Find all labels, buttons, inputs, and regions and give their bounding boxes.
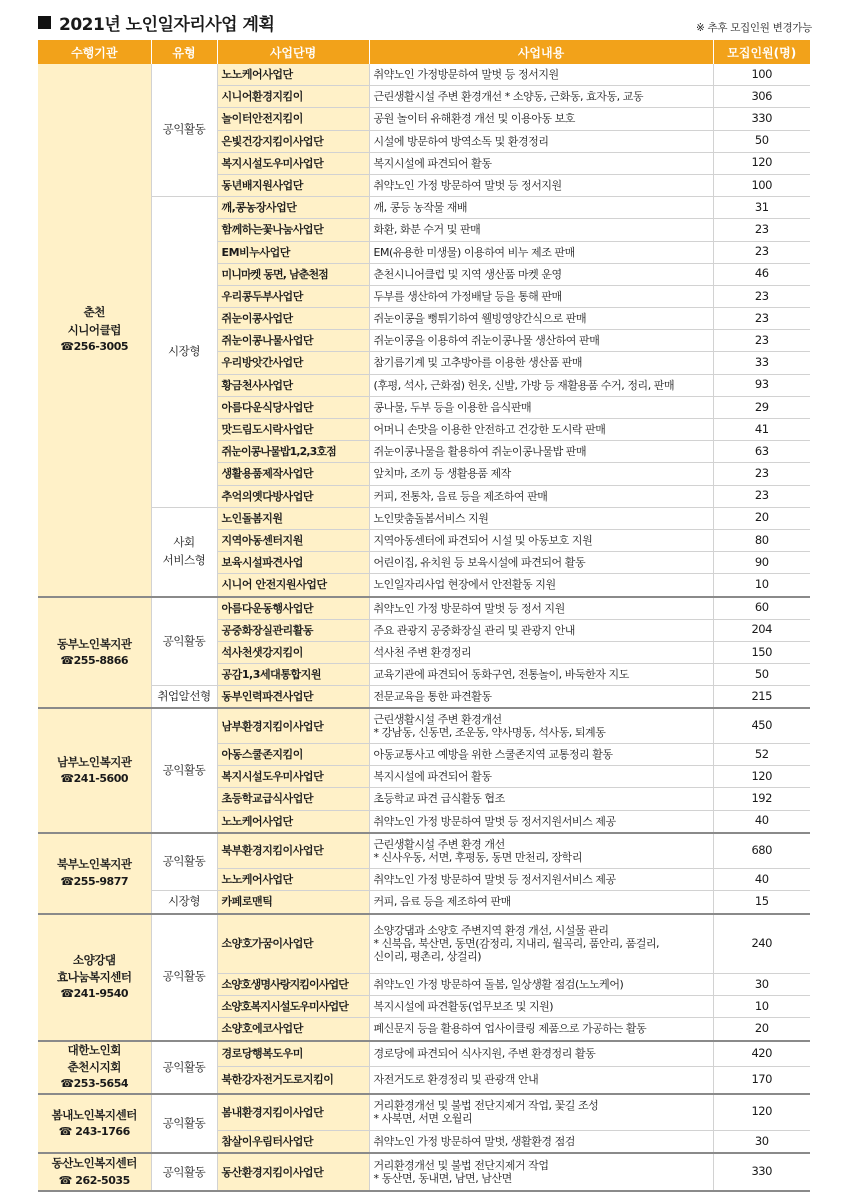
org-phone: ☎256-3005 [60, 339, 129, 353]
project-desc: 커피, 전통차, 음료 등을 제조하여 판매 [369, 485, 713, 507]
page-title [38, 10, 274, 35]
type-cell: 공익활동 [151, 914, 217, 1041]
recruit-count: 60 [713, 597, 810, 620]
recruit-count: 23 [713, 219, 810, 241]
note-text: ※ 추후 모집인원 변경가능 [695, 22, 812, 34]
org-cell [38, 64, 151, 597]
project-desc: 취약노인 가정 방문하여 말벗 등 정서지원 [369, 174, 713, 196]
recruit-count: 215 [713, 686, 810, 709]
project-desc: 커피, 음료 등을 제조하여 판매 [369, 891, 713, 914]
org-name: 동부노인복지관 [56, 636, 132, 651]
project-desc: 깨, 콩등 농작물 재배 [369, 197, 713, 219]
table-row [38, 708, 810, 743]
project-desc: 복지시설에 파견되어 활동 [369, 766, 713, 788]
project-name: 공중화장실관리활동 [217, 619, 369, 641]
recruit-count: 330 [713, 1153, 810, 1191]
project-name: 카페로맨틱 [217, 891, 369, 914]
recruit-count: 150 [713, 641, 810, 663]
org-phone: ☎ 262-5035 [58, 1173, 130, 1187]
org-phone: ☎241-9540 [60, 987, 129, 1001]
project-desc: 공원 놀이터 유해환경 개선 및 이용아동 보호 [369, 108, 713, 130]
project-desc: 자전거도로 환경정리 및 관광객 안내 [369, 1067, 713, 1094]
recruit-count: 23 [713, 241, 810, 263]
project-name: 시니어 안전지원사업단 [217, 574, 369, 597]
project-desc: 근린생활시설 주변 환경개선 * 강남동, 신동면, 조운동, 약사명동, 석사동, 퇴계동 [369, 708, 713, 743]
recruit-count: 20 [713, 1018, 810, 1041]
project-name: 은빛건강지킴이사업단 [217, 130, 369, 152]
col-header-name: 사업단명 [217, 40, 369, 64]
org-cell [38, 1094, 151, 1154]
recruit-count: 50 [713, 130, 810, 152]
project-name: 보육시설파견사업 [217, 552, 369, 574]
project-name: 맛드림도시락사업단 [217, 419, 369, 441]
recruit-count: 23 [713, 330, 810, 352]
project-name: 경로당행복도우미 [217, 1041, 369, 1067]
recruit-count: 240 [713, 914, 810, 974]
project-desc: 콩나물, 두부 등을 이용한 음식판매 [369, 396, 713, 418]
table-row [38, 686, 810, 709]
type-cell: 공익활동 [151, 1094, 217, 1154]
project-desc: 근린생활시설 주변 환경개선 * 소양동, 근화동, 효자동, 교동 [369, 86, 713, 108]
org-name: 봄내노인복지센터 [51, 1107, 137, 1122]
recruit-count: 41 [713, 419, 810, 441]
project-desc: 교육기관에 파견되어 동화구연, 전통놀이, 바둑한자 지도 [369, 664, 713, 686]
project-name: 참살이우림터사업단 [217, 1131, 369, 1154]
project-desc: 지역아동센터에 파견되어 시설 및 아동보호 지원 [369, 529, 713, 551]
project-desc: 취약노인 가정방문하여 말벗 등 정서지원 [369, 64, 713, 86]
recruit-count: 420 [713, 1041, 810, 1067]
project-desc: 취약노인 가정 방문하여 말벗, 생활환경 점검 [369, 1131, 713, 1154]
org-phone: ☎253-5654 [60, 1077, 129, 1091]
type-cell: 취업알선형 [151, 686, 217, 709]
project-desc: 노인일자리사업 현장에서 안전활동 지원 [369, 574, 713, 597]
project-desc: 노인맞춤돌봄서비스 지원 [369, 507, 713, 529]
org-phone: ☎255-9877 [60, 874, 129, 888]
project-name: 쥐눈이콩사업단 [217, 308, 369, 330]
project-desc: 쥐눈이콩을 뻥튀기하여 웰빙영양간식으로 판매 [369, 308, 713, 330]
col-header-org: 수행기관 [38, 40, 151, 64]
project-desc: 주요 관광지 공중화장실 관리 및 관광지 안내 [369, 619, 713, 641]
table-row [38, 197, 810, 219]
project-name: 석사천샛강지킴이 [217, 641, 369, 663]
table-row [38, 833, 810, 869]
project-name: 아름다운식당사업단 [217, 396, 369, 418]
recruit-count: 23 [713, 308, 810, 330]
project-name: 우리콩두부사업단 [217, 285, 369, 307]
project-desc: 경로당에 파견되어 식사지원, 주변 환경정리 활동 [369, 1041, 713, 1067]
project-desc: 두부를 생산하여 가정배달 등을 통해 판매 [369, 285, 713, 307]
project-name: 놀이터안전지킴이 [217, 108, 369, 130]
project-name: 노노케어사업단 [217, 869, 369, 891]
project-name: 공감1,3세대통합지원 [217, 664, 369, 686]
project-desc: 복지시설에 파견활동(업무보조 및 지원) [369, 996, 713, 1018]
recruit-count: 40 [713, 869, 810, 891]
recruit-count: 306 [713, 86, 810, 108]
recruit-count: 80 [713, 529, 810, 551]
table-row [38, 891, 810, 914]
project-desc: 취약노인 가정 방문하여 돌봄, 일상생활 점검(노노케어) [369, 974, 713, 996]
recruit-count: 23 [713, 463, 810, 485]
org-phone: ☎255-8866 [60, 653, 129, 667]
type-cell: 시장형 [151, 197, 217, 508]
project-desc: 시설에 방문하여 방역소독 및 환경정리 [369, 130, 713, 152]
table-body [38, 64, 810, 1191]
table-row [38, 597, 810, 620]
type-cell: 공익활동 [151, 833, 217, 891]
project-desc: (후평, 석사, 근화점) 헌옷, 신발, 가방 등 재활용품 수거, 정리, 판매 [369, 374, 713, 396]
table-row [38, 1094, 810, 1131]
recruit-count: 31 [713, 197, 810, 219]
project-desc: 취약노인 가정 방문하여 말벗 등 정서 지원 [369, 597, 713, 620]
org-cell [38, 1153, 151, 1191]
project-name: 남부환경지킴이사업단 [217, 708, 369, 743]
project-desc: 거리환경개선 및 불법 전단지제거 작업, 꽃길 조성 * 사북면, 서면 오월리 [369, 1094, 713, 1131]
project-desc: EM(유용한 미생물) 이용하여 비누 제조 판매 [369, 241, 713, 263]
org-phone: ☎ 243-1766 [58, 1124, 130, 1138]
project-desc: 전문교육을 통한 파견활동 [369, 686, 713, 709]
project-desc: 석사천 주변 환경정리 [369, 641, 713, 663]
project-name: 소양호복지시설도우미사업단 [217, 996, 369, 1018]
table-row [38, 64, 810, 86]
project-name: 깨,콩농장사업단 [217, 197, 369, 219]
project-name: 소양호생명사랑지킴이사업단 [217, 974, 369, 996]
project-name: 소양호에코사업단 [217, 1018, 369, 1041]
project-desc: 초등학교 파견 급식활동 협조 [369, 788, 713, 810]
recruit-count: 450 [713, 708, 810, 743]
type-cell: 공익활동 [151, 64, 217, 197]
table-row [38, 1153, 810, 1191]
project-desc: 쥐눈이콩을 이용하여 쥐눈이콩나물 생산하여 판매 [369, 330, 713, 352]
org-name: 춘천 시니어클럽 [67, 305, 121, 337]
recruit-count: 93 [713, 374, 810, 396]
org-cell [38, 597, 151, 709]
project-name: 봄내환경지킴이사업단 [217, 1094, 369, 1131]
col-header-count: 모집인원(명) [713, 40, 810, 64]
project-name: 쥐눈이콩나물밥1,2,3호점 [217, 441, 369, 463]
project-desc: 참기름기계 및 고추방아를 이용한 생산품 판매 [369, 352, 713, 374]
project-name: 동산환경지킴이사업단 [217, 1153, 369, 1191]
page-title-text: 2021년 노인일자리사업 계획 [59, 15, 275, 35]
org-name: 남부노인복지관 [56, 754, 132, 769]
recruit-count: 40 [713, 810, 810, 833]
project-name: 소양호가꿈이사업단 [217, 914, 369, 974]
project-name: 초등학교급식사업단 [217, 788, 369, 810]
recruit-count: 10 [713, 996, 810, 1018]
org-cell [38, 914, 151, 1041]
project-desc: 쥐눈이콩나물을 활용하여 쥐눈이콩나물밥 판매 [369, 441, 713, 463]
project-name: 북부환경지킴이사업단 [217, 833, 369, 869]
project-desc: 취약노인 가정 방문하여 말벗 등 정서지원서비스 제공 [369, 810, 713, 833]
type-cell: 사회 서비스형 [151, 507, 217, 596]
project-name: 쥐눈이콩나물사업단 [217, 330, 369, 352]
recruit-count: 330 [713, 108, 810, 130]
project-name: 아름다운동행사업단 [217, 597, 369, 620]
project-name: 노노케어사업단 [217, 810, 369, 833]
square-bullet-icon [38, 16, 51, 29]
project-name: 아동스쿨존지킴이 [217, 743, 369, 765]
project-desc: 복지시설에 파견되어 활동 [369, 152, 713, 174]
recruit-count: 100 [713, 174, 810, 196]
recruit-count: 50 [713, 664, 810, 686]
project-desc: 어린이집, 유치원 등 보육시설에 파견되어 활동 [369, 552, 713, 574]
project-desc: 춘천시니어클럽 및 지역 생산품 마켓 운영 [369, 263, 713, 285]
recruit-count: 90 [713, 552, 810, 574]
recruit-count: 680 [713, 833, 810, 869]
recruit-count: 192 [713, 788, 810, 810]
col-header-desc: 사업내용 [369, 40, 713, 64]
recruit-count: 120 [713, 152, 810, 174]
recruit-count: 204 [713, 619, 810, 641]
project-desc: 근린생활시설 주변 환경 개선 * 신사우동, 서면, 후평동, 동면 만천리, 장학리 [369, 833, 713, 869]
recruit-count: 23 [713, 485, 810, 507]
recruit-count: 52 [713, 743, 810, 765]
recruit-count: 20 [713, 507, 810, 529]
project-name: 복지시설도우미사업단 [217, 152, 369, 174]
org-name: 대한노인회 춘천시지회 [67, 1042, 121, 1074]
col-header-type: 유형 [151, 40, 217, 64]
type-cell: 공익활동 [151, 1153, 217, 1191]
project-name: EM비누사업단 [217, 241, 369, 263]
project-name: 북한강자전거도로지킴이 [217, 1067, 369, 1094]
recruit-count: 30 [713, 974, 810, 996]
recruit-count: 120 [713, 1094, 810, 1131]
table-row [38, 1041, 810, 1067]
type-cell: 공익활동 [151, 597, 217, 686]
project-name: 동부인력파견사업단 [217, 686, 369, 709]
project-name: 동년배지원사업단 [217, 174, 369, 196]
recruit-count: 29 [713, 396, 810, 418]
project-name: 노인돌봄지원 [217, 507, 369, 529]
recruit-count: 170 [713, 1067, 810, 1094]
project-desc: 소양강댐과 소양호 주변지역 환경 개선, 시설물 관리 * 신북읍, 북산면, 동면(감정리, 지내리, 월곡리, 품안리, 품걸리, 신이리, 평촌리, 상걸리) [369, 914, 713, 974]
project-desc: 아동교통사고 예방을 위한 스쿨존지역 교통정리 활동 [369, 743, 713, 765]
recruit-count: 46 [713, 263, 810, 285]
org-cell [38, 708, 151, 832]
recruit-count: 30 [713, 1131, 810, 1154]
recruit-count: 23 [713, 285, 810, 307]
org-name: 북부노인복지관 [56, 857, 132, 872]
table-row [38, 914, 810, 974]
recruit-count: 63 [713, 441, 810, 463]
org-cell [38, 833, 151, 914]
project-desc: 폐신문지 등을 활용하여 업사이클링 제품으로 가공하는 활동 [369, 1018, 713, 1041]
project-name: 우리방앗간사업단 [217, 352, 369, 374]
org-cell [38, 1041, 151, 1094]
project-name: 황금천사사업단 [217, 374, 369, 396]
project-desc: 거리환경개선 및 불법 전단지제거 작업 * 동산면, 동내면, 남면, 남산면 [369, 1153, 713, 1191]
project-desc: 취약노인 가정 방문하여 말벗 등 정서지원서비스 제공 [369, 869, 713, 891]
project-desc: 어머니 손맛을 이용한 안전하고 건강한 도시락 판매 [369, 419, 713, 441]
org-name: 동산노인복지센터 [51, 1156, 137, 1171]
type-cell: 공익활동 [151, 708, 217, 832]
project-name: 시니어환경지킴이 [217, 86, 369, 108]
project-desc: 화환, 화분 수거 및 판매 [369, 219, 713, 241]
project-name: 미니마켓 동면, 남춘천점 [217, 263, 369, 285]
recruit-count: 120 [713, 766, 810, 788]
recruit-count: 10 [713, 574, 810, 597]
recruit-count: 100 [713, 64, 810, 86]
project-name: 노노케어사업단 [217, 64, 369, 86]
project-name: 함께하는꽃나눔사업단 [217, 219, 369, 241]
project-name: 지역아동센터지원 [217, 529, 369, 551]
type-cell: 공익활동 [151, 1041, 217, 1094]
recruit-count: 15 [713, 891, 810, 914]
type-cell: 시장형 [151, 891, 217, 914]
project-desc: 앞치마, 조끼 등 생활용품 제작 [369, 463, 713, 485]
project-name: 생활용품제작사업단 [217, 463, 369, 485]
org-phone: ☎241-5600 [60, 771, 129, 785]
org-name: 소양강댐 효나눔복지센터 [56, 952, 132, 984]
project-name: 복지시설도우미사업단 [217, 766, 369, 788]
job-plan-table [38, 40, 810, 1192]
recruit-count: 33 [713, 352, 810, 374]
table-row [38, 507, 810, 529]
table-header-row [38, 40, 810, 64]
project-name: 추억의옛다방사업단 [217, 485, 369, 507]
